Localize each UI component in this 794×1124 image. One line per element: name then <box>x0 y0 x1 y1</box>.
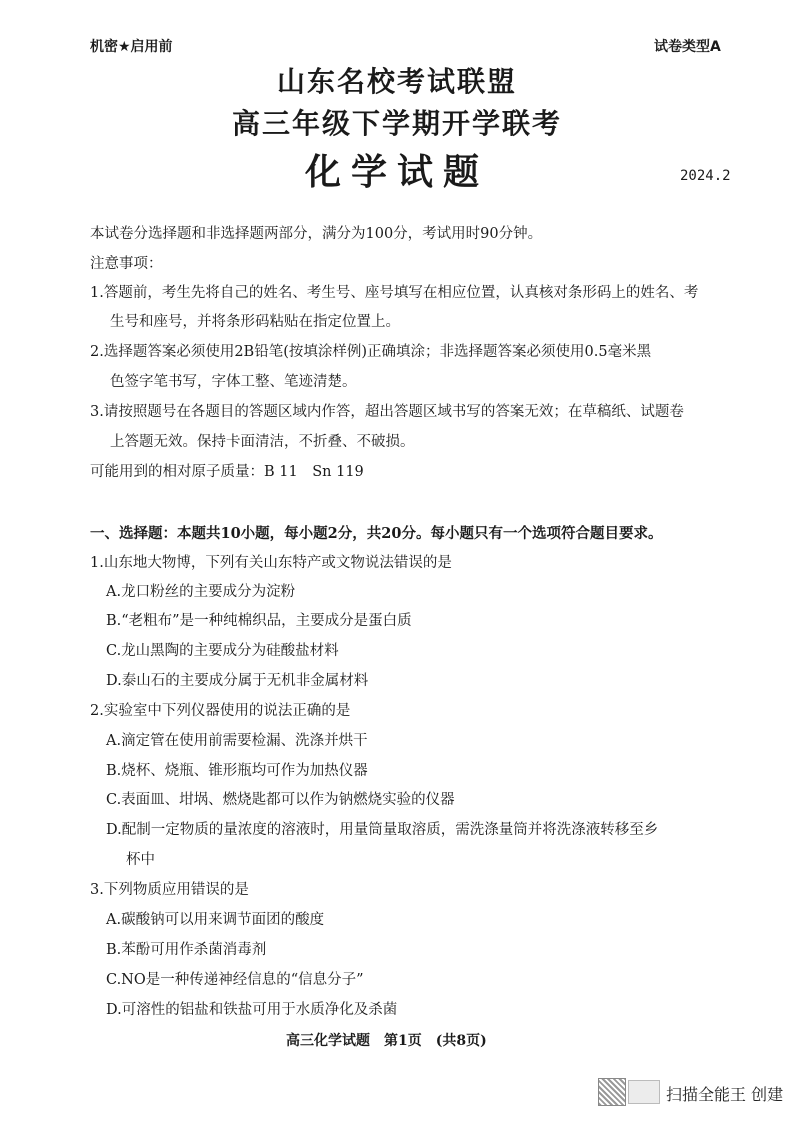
scanner-watermark: 扫描全能王 创建 <box>666 1085 784 1104</box>
question-option: C.NO是一种传递神经信息的“信息分子” <box>106 972 364 988</box>
question-option: A.滴定管在使用前需要检漏、洗涤并烘干 <box>106 733 368 749</box>
atomic-mass-note: 可能用到的相对原子质量：B 11 Sn 119 <box>90 464 364 480</box>
title-line-1: 山东名校考试联盟 <box>276 65 517 98</box>
notice-item-cont: 生号和座号，并将条形码粘贴在指定位置上。 <box>110 314 400 330</box>
question-stem: 2.实验室中下列仪器使用的说法正确的是 <box>90 703 351 719</box>
exam-date: 2024.2 <box>680 168 731 184</box>
notice-item-cont: 上答题无效。保持卡面清洁，不折叠、不破损。 <box>110 434 415 450</box>
section-heading: 一、选择题：本题共10小题，每小题2分，共20分。每小题只有一个选项符合题目要求。 <box>90 525 663 542</box>
question-option: D.可溶性的铝盐和铁盐可用于水质净化及杀菌 <box>106 1002 398 1018</box>
notice-heading: 注意事项： <box>90 256 163 272</box>
notice-item: 2.选择题答案必须使用2B铅笔(按填涂样例)正确填涂；非选择题答案必须使用0.5毫米黑 <box>90 344 652 360</box>
question-option: C.龙山黑陶的主要成分为硅酸盐材料 <box>106 643 339 659</box>
question-option: B.苯酚可用作杀菌消毒剂 <box>106 942 267 958</box>
notice-item-cont: 色签字笔书写，字体工整、笔迹清楚。 <box>110 374 357 390</box>
page-title: 化学试题 <box>304 151 489 193</box>
question-option: D.配制一定物质的量浓度的溶液时，用量筒量取溶质，需洗涤量筒并将洗涤液转移至乡 <box>106 822 659 838</box>
question-stem: 1.山东地大物博，下列有关山东特产或文物说法错误的是 <box>90 555 452 571</box>
title-line-2: 高三年级下学期开学联考 <box>231 107 562 140</box>
question-option: B.“老粗布”是一种纯棉织品，主要成分是蛋白质 <box>106 613 412 629</box>
question-option-cont: 杯中 <box>126 852 155 868</box>
question-option: A.碳酸钠可以用来调节面团的酸度 <box>106 912 325 928</box>
question-option: D.泰山石的主要成分属于无机非金属材料 <box>106 673 369 689</box>
question-stem: 3.下列物质应用错误的是 <box>90 882 249 898</box>
paper-type-label: 试卷类型A <box>654 39 721 55</box>
notice-item: 3.请按照题号在各题目的答题区域内作答，超出答题区域书写的答案无效；在草稿纸、试题卷 <box>90 404 684 420</box>
scanner-logo-icon <box>628 1080 660 1104</box>
confidential-label: 机密★启用前 <box>90 39 173 55</box>
intro-text: 本试卷分选择题和非选择题两部分，满分为100分，考试用时90分钟。 <box>90 226 543 242</box>
notice-item: 1.答题前，考生先将自己的姓名、考生号、座号填写在相应位置，认真核对条形码上的姓名、考 <box>90 285 699 301</box>
question-option: A.龙口粉丝的主要成分为淀粉 <box>106 584 296 600</box>
question-option: B.烧杯、烧瓶、锥形瓶均可作为加热仪器 <box>106 763 368 779</box>
qr-code-icon <box>598 1078 626 1106</box>
question-option: C.表面皿、坩埚、燃烧匙都可以作为钠燃烧实验的仪器 <box>106 792 455 808</box>
page-footer: 高三化学试题 第1页 (共8页) <box>286 1033 487 1049</box>
